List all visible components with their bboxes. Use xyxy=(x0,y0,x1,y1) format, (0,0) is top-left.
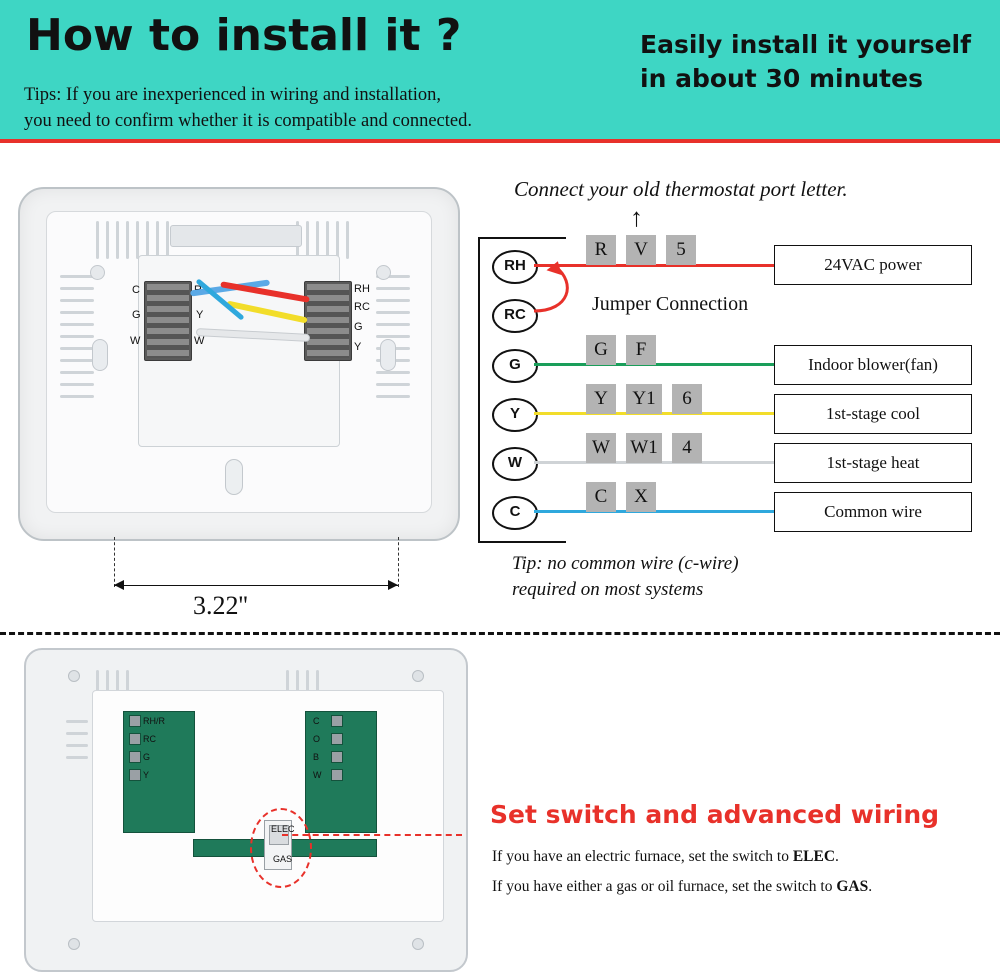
terminal-block-left xyxy=(144,281,192,361)
label-24vac-power: 24VAC power xyxy=(774,245,972,285)
screw-dot xyxy=(90,265,105,280)
vent-slot xyxy=(66,756,88,759)
backplate-body xyxy=(18,187,460,541)
vent-slot xyxy=(376,299,410,302)
pcb-label-w: W xyxy=(313,770,322,780)
vent-slot xyxy=(126,221,129,259)
bottom-section xyxy=(0,640,1000,975)
vent-slot xyxy=(60,299,94,302)
chip-g: G xyxy=(586,335,616,365)
vent-slot xyxy=(60,323,94,326)
label-1st-stage-cool: 1st-stage cool xyxy=(774,394,972,434)
chip-4: 4 xyxy=(672,433,702,463)
terminal-label-g2: G xyxy=(354,321,363,333)
screw-hole xyxy=(92,339,108,371)
chip-c: C xyxy=(586,482,616,512)
chip-w: W xyxy=(586,433,616,463)
jumper-connection-label: Jumper Connection xyxy=(592,293,749,315)
header-tip-line2: you need to confirm whether it is compatible and connected. xyxy=(24,111,472,131)
bottom-note-2-post: . xyxy=(868,878,873,895)
screw-dot xyxy=(412,938,424,950)
screw-dot xyxy=(412,670,424,682)
vent-slot xyxy=(376,287,410,290)
chip-v: V xyxy=(626,235,656,265)
bottom-note-1 xyxy=(492,848,992,866)
vent-slot xyxy=(66,732,88,735)
dimension-guide-right xyxy=(398,537,399,587)
chip-6: 6 xyxy=(672,384,702,414)
vent-slot xyxy=(60,359,94,362)
terminal-label-g: G xyxy=(132,309,141,321)
vent-slot xyxy=(60,371,94,374)
pcb-terminal xyxy=(331,769,343,781)
header-subtitle-line1: Easily install it yourself xyxy=(640,30,971,59)
vent-slot xyxy=(166,221,169,259)
wiring-diagram xyxy=(470,167,990,627)
bottom-note-1-pre: If you have an electric furnace, set the switch to xyxy=(492,848,793,865)
vent-slot xyxy=(336,221,339,259)
wiring-tip-line1: Tip: no common wire (c-wire) xyxy=(512,553,739,574)
page-title: How to install it ? xyxy=(26,10,462,61)
label-1st-stage-heat: 1st-stage heat xyxy=(774,443,972,483)
screw-hole xyxy=(380,339,396,371)
switch-highlight-ellipse xyxy=(250,808,312,888)
pcb-terminal xyxy=(129,751,141,763)
dimension-label: 3.22'' xyxy=(193,591,248,620)
vent-slot xyxy=(60,311,94,314)
vent-slot xyxy=(376,335,410,338)
terminal-label-y2: Y xyxy=(196,309,204,321)
switch-label-elec: ELEC xyxy=(271,824,295,834)
terminal-label-rc: RC xyxy=(354,301,370,313)
vent-slot xyxy=(306,221,309,259)
header-subtitle xyxy=(640,28,990,96)
vent-slot xyxy=(60,347,94,350)
pcb-label-c: C xyxy=(313,716,320,726)
header-tip xyxy=(24,82,624,134)
chip-w1: W1 xyxy=(626,433,662,463)
port-y: Y xyxy=(492,398,538,432)
callout-line xyxy=(282,834,462,836)
pcb-terminal xyxy=(129,733,141,745)
pcb-terminal xyxy=(331,751,343,763)
pcb-label-g: G xyxy=(143,752,151,762)
thermostat-back-illustration xyxy=(24,648,468,972)
chip-5: 5 xyxy=(666,235,696,265)
screw-dot xyxy=(376,265,391,280)
vent-slot xyxy=(66,720,88,723)
bottom-heading: Set switch and advanced wiring xyxy=(490,800,940,829)
bottom-note-2-pre: If you have either a gas or oil furnace, set the switch to xyxy=(492,878,837,895)
pcb-terminal xyxy=(129,715,141,727)
vent-slot xyxy=(60,395,94,398)
wiring-tip xyxy=(512,551,952,603)
vent-slot xyxy=(376,323,410,326)
screw-dot xyxy=(68,670,80,682)
header-banner xyxy=(0,0,1000,143)
vent-slot xyxy=(66,744,88,747)
pcb-label-rh-r: RH/R xyxy=(143,716,165,726)
terminal-label-rh: RH xyxy=(354,283,370,295)
vent-slot xyxy=(136,221,139,259)
bottom-note-1-post: . xyxy=(835,848,839,865)
vent-slot xyxy=(376,311,410,314)
bottom-note-2 xyxy=(492,878,992,896)
chip-f: F xyxy=(626,335,656,365)
chip-x: X xyxy=(626,482,656,512)
mounting-slot xyxy=(170,225,302,247)
pcb-terminal xyxy=(129,769,141,781)
vent-slot xyxy=(326,221,329,259)
dimension-arrow-right xyxy=(388,580,398,590)
dimension-arrow-left xyxy=(114,580,124,590)
pcb-terminal xyxy=(331,733,343,745)
chip-r: R xyxy=(586,235,616,265)
port-g: G xyxy=(492,349,538,383)
vent-slot xyxy=(60,335,94,338)
chip-y1: Y1 xyxy=(626,384,662,414)
pcb-label-o: O xyxy=(313,734,321,744)
header-tip-line1: Tips: If you are inexperienced in wiring and installation, xyxy=(24,85,442,105)
terminal-label-w: W xyxy=(130,335,141,347)
bottom-note-1-bold: ELEC xyxy=(792,848,836,865)
dimension-line xyxy=(114,585,398,586)
vent-slot xyxy=(376,383,410,386)
vent-slot xyxy=(156,221,159,259)
bottom-note-2-bold: GAS xyxy=(836,878,869,895)
terminal-block-right xyxy=(304,281,352,361)
back-inner-panel xyxy=(92,690,444,922)
chip-y: Y xyxy=(586,384,616,414)
center-slot xyxy=(225,459,243,495)
wiring-tip-line2: required on most systems xyxy=(512,579,704,600)
pcb-terminal xyxy=(331,715,343,727)
screw-dot xyxy=(68,938,80,950)
header-subtitle-line2: in about 30 minutes xyxy=(640,64,923,93)
vent-slot xyxy=(376,395,410,398)
terminal-label-c: C xyxy=(132,284,140,296)
vent-slot xyxy=(96,221,99,259)
port-rh: RH xyxy=(492,250,538,284)
vent-slot xyxy=(376,371,410,374)
vent-slot xyxy=(106,221,109,259)
top-section xyxy=(0,147,1000,630)
terminal-label-y: Y xyxy=(354,341,362,353)
vent-slot xyxy=(316,221,319,259)
label-common-wire: Common wire xyxy=(774,492,972,532)
vent-slot xyxy=(346,221,349,259)
pcb-label-y: Y xyxy=(143,770,150,780)
vent-slot xyxy=(60,383,94,386)
wiring-title: Connect your old thermostat port letter. xyxy=(514,177,848,201)
vent-slot xyxy=(60,275,94,278)
switch-label-gas: GAS xyxy=(273,854,293,864)
terminal-label-w2: W xyxy=(194,335,205,347)
up-arrow-icon: ↑ xyxy=(630,202,643,232)
thermostat-backplate-illustration xyxy=(18,187,458,620)
pcb-label-rc: RC xyxy=(143,734,156,744)
section-divider xyxy=(0,632,1000,635)
pcb-label-b: B xyxy=(313,752,320,762)
port-w: W xyxy=(492,447,538,481)
port-c: C xyxy=(492,496,538,530)
label-indoor-blower: Indoor blower(fan) xyxy=(774,345,972,385)
vent-slot xyxy=(60,287,94,290)
vent-slot xyxy=(116,221,119,259)
vent-slot xyxy=(146,221,149,259)
port-rc: RC xyxy=(492,299,538,333)
